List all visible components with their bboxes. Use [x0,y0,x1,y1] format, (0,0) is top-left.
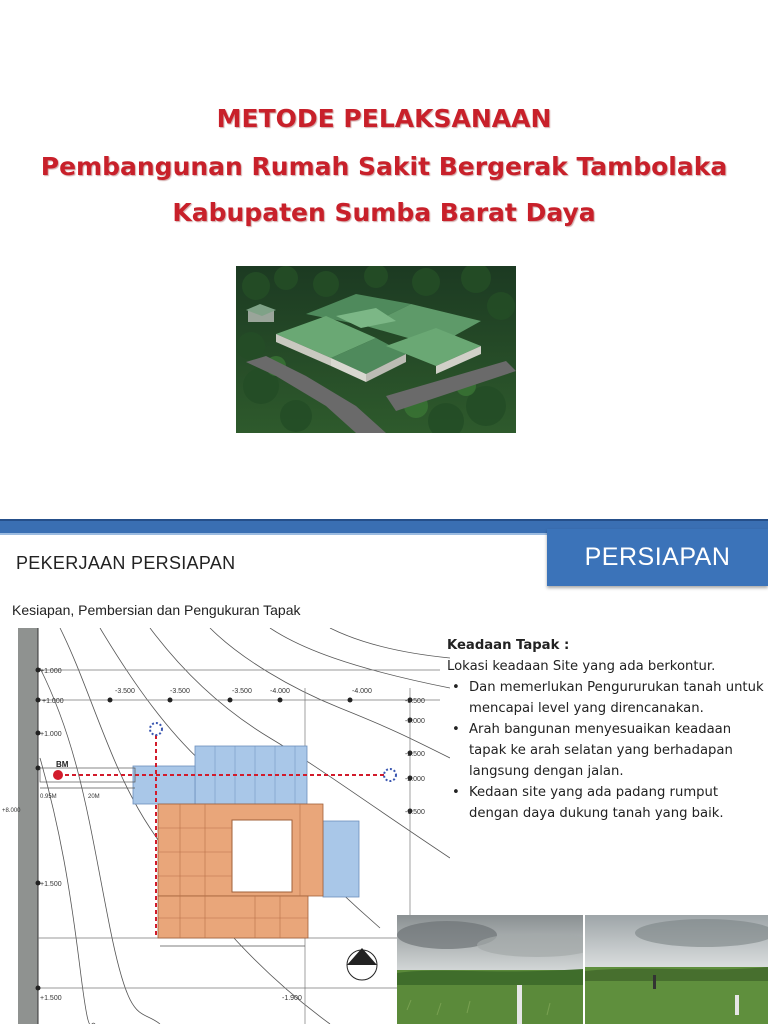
level-label: -3.500 [232,688,252,695]
level-label: -1.500 [405,809,425,816]
level-label: -2.000 [405,776,425,783]
level-label: -4.000 [270,688,290,695]
bottom-level-label: -1.900 [282,995,302,1002]
notes-list [447,677,765,824]
list-item: • Dan memerlukan Pengururukan tanah untuk mencapai level yang direncanakan. [447,677,765,719]
level-label: -3.500 [170,688,190,695]
title-line-3: Kabupaten Sumba Barat Daya [172,198,596,227]
level-label: +1.000 [40,731,62,738]
level-label: -3.500 [405,698,425,705]
dimension-label: 20M [88,794,100,800]
dimension-label: 0.95M [40,794,57,800]
notes-intro: Lokasi keadaan Site yang ada berkontur. [447,659,716,674]
section-subtitle: Kesiapan, Pembersian dan Pengukuran Tapak [12,602,301,618]
notes-heading: Keadaan Tapak : [447,638,570,653]
level-label: +1.500 [40,881,62,888]
level-label: +1.000 [40,668,62,675]
section-tag: PERSIAPAN [547,529,768,586]
list-item: • Kedaan site yang ada padang rumput dengan daya dukung tanah yang baik. [447,782,765,824]
site-plan-drawing [0,628,450,1024]
level-label: +1.500 [40,995,62,1002]
site-photo-1 [397,915,583,1024]
level-label: +1.000 [42,698,64,705]
title-line-1: METODE PELAKSANAAN [216,104,552,133]
list-item: • Arah bangunan menyesuaikan keadaan tapak ke arah selatan yang berhadapan langsung dengan jalan. [447,719,765,782]
level-label: -3.500 [115,688,135,695]
level-label: -2.500 [405,751,425,758]
title-line-2: Pembangunan Rumah Sakit Bergerak Tambolaka [40,152,728,181]
benchmark-label: BM [56,760,69,769]
section-title: PEKERJAAN PERSIAPAN [16,553,236,573]
persiapan-slide [0,515,768,1024]
level-label: -3.000 [405,718,425,725]
hospital-rendering-image [236,266,516,433]
left-level-label: +8.000 [2,808,21,814]
site-condition-notes [447,635,765,824]
site-photo-2 [585,915,768,1024]
level-label: -4.000 [352,688,372,695]
